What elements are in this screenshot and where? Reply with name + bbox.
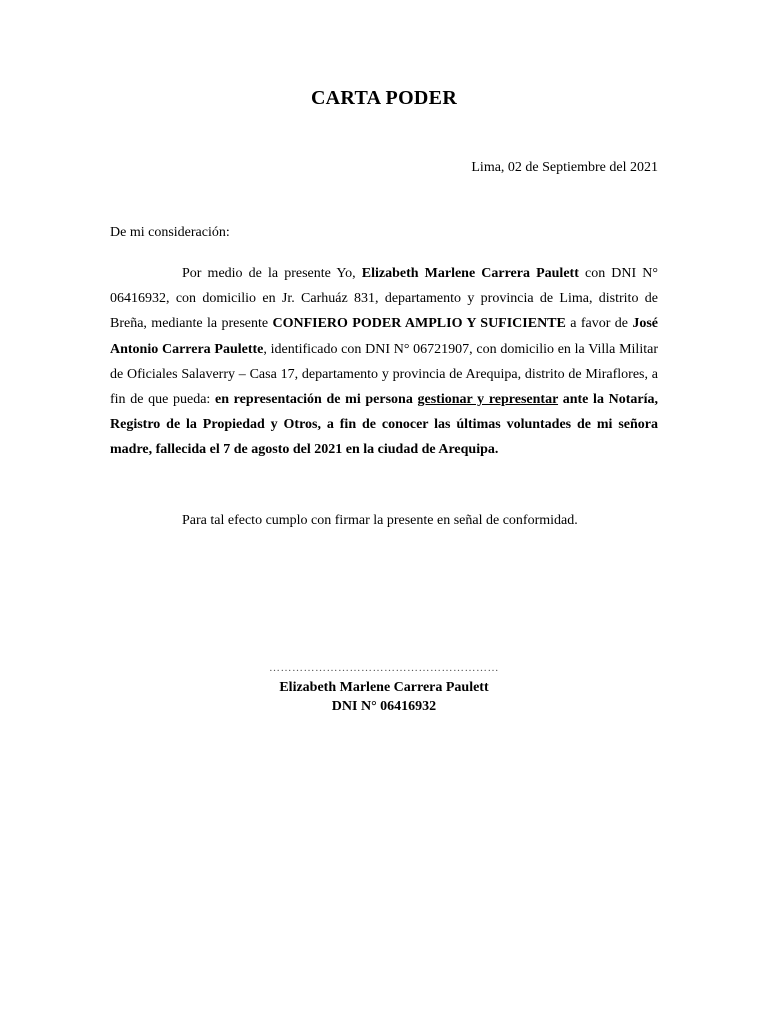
purpose-text-b: ante la Notaría, Registro de la Propiedad y Otros, a fin de conocer las últimas voluntades de mi señora madre, fallecida el 7 de agosto del 2021 en la ciudad de Arequipa. [110, 392, 659, 458]
grantee-name: José Antonio Carrera Paulette [110, 316, 658, 357]
signature-dni: DNI N° 06416932 [331, 699, 437, 714]
body-paragraph [110, 261, 658, 463]
body-text-2: con DNI N° 06416932, con domicilio en Jr. Carhuáz 831, departamento y provincia de Lima, distrito de Breña, mediante la presente [110, 266, 659, 332]
greeting: De mi consideración: [110, 225, 230, 240]
grantor-name: Elizabeth Marlene Carrera Paulett [361, 266, 579, 281]
document-date: Lima, 02 de Septiembre del 2021 [471, 160, 658, 175]
closing-statement: Para tal efecto cumplo con firmar la presente en señal de conformidad. [182, 513, 578, 528]
signature-name: Elizabeth Marlene Carrera Paulett [279, 680, 489, 695]
purpose-text-a: en representación de mi persona [215, 392, 418, 408]
body-text-3: a favor de [565, 316, 633, 332]
document-title: CARTA PODER [310, 87, 458, 109]
purpose-underlined: gestionar y representar [417, 392, 559, 408]
signature-line: …………………………………………………… [269, 662, 499, 674]
power-phrase: CONFIERO PODER AMPLIO Y SUFICIENTE [272, 316, 566, 332]
body-text-4: , identificado con DNI N° 06721907, con domicilio en la Villa Militar de Oficiales Salaverry – Casa 17, departamento y provincia de Arequipa, distrito de Miraflores, a fin de que pueda: [110, 341, 658, 408]
body-text-1: Por medio de la presente Yo, [182, 266, 362, 281]
